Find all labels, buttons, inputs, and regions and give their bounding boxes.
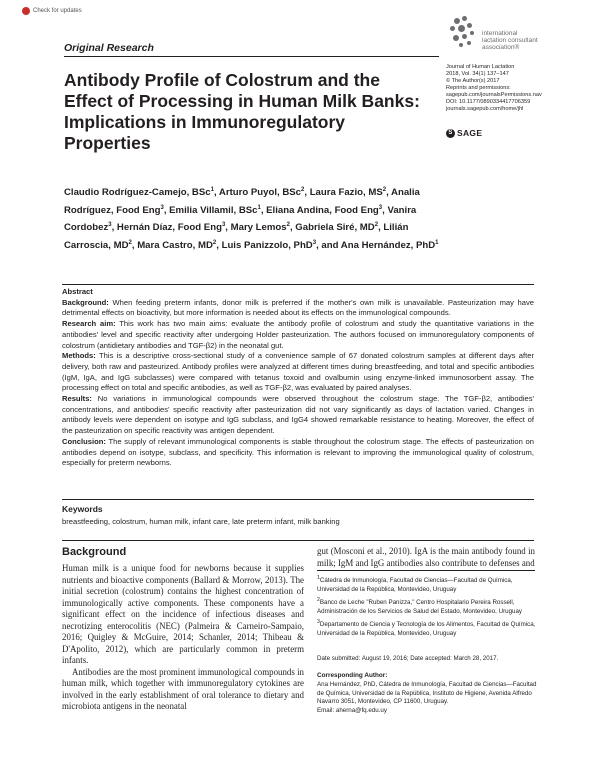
abstract-block [62, 287, 534, 469]
abstract-results: Results: No variations in immunological compounds were observed throughout the colostrum stage. The TGF-β2, antibodies' concentrations, and antibodies' specific reactivity after pasteurization did not vary significantly as days of lactation varied. Changes in antibody levels were dependent on isotype and IgG subclass, and IgG4 showed remarkable resistance to heating. Moreover, the effect of the pasteurization on specific reactivity was antigen dependent. [62, 394, 534, 436]
body-divider [62, 540, 534, 541]
affiliations-block [317, 574, 537, 640]
affiliation-item: $^2$Banco de Leche "Ruben Panizza," Centro Hospitalario Pereira Rossell, Administración de los Servicios de Salud del Estado, Montevideo, Uruguay [317, 597, 522, 615]
keywords-divider [62, 499, 534, 500]
article-type-label: Original Research [64, 42, 154, 54]
journal-name: Journal of Human Lactation [446, 64, 515, 70]
abstract-background: Background: When feeding preterm infants, donor milk is preferred if the mother's own milk is unavailable. Pasteurization may have detrimental effects on bioactivity, but more information is needed about its effects on the immunological compounds. [62, 297, 534, 318]
journal-metadata [446, 64, 586, 113]
logo-text: international lactation consultant association® [482, 30, 538, 51]
journal-permissions-link[interactable]: sagepub.com/journalsPermissions.nav [446, 92, 542, 98]
abstract-aim: Research aim: This work has two main aims: evaluate the antibody profile of colostrum and study the quantitative variations in the antibodies' level and specific reactivity after undergoing Holder pasteurization. The authors focused on immunoregulatory components of colostrum (antidietary antibodies and TGF-β2) in the neonatal gut. [62, 319, 534, 350]
abstract-divider [62, 284, 534, 285]
corresponding-author-heading: Corresponding Author: [317, 672, 388, 679]
journal-reprints: Reprints and permissions: [446, 85, 511, 91]
corresponding-author-email[interactable]: Email: aherna@fq.edu.uy [317, 706, 387, 714]
check-updates-label: Check for updates [33, 8, 82, 14]
right-column-text: gut (Mosconi et al., 2010). IgA is the main antibody found in milk; IgM and IgG antibodies also contribute to defenses and [317, 546, 535, 568]
ilca-logo [448, 16, 568, 62]
author-list: Claudio Rodríguez-Camejo, BSc$^1$, Arturo Puyol, BSc$^2$, Laura Fazio, $MS^2$, Analia Rodríguez, Food Eng$^3$, Emilia Villamil, BSc$^1$, Eliana Andina, Food Eng$^3$, Vanira Cordobez$^3$, Hernán Díaz, Food Eng$^3$, Mary Lemos$^2$, Gabriela Siré, $MD^2$, Lilián Carroscia, $MD^2$, Mara Castro, $MD^2$, Luis Panizzolo, PhD$^3$, and Ana Hernández, PhD$^1$ [64, 187, 439, 252]
journal-doi-link[interactable]: DOI: 10.1177/0890334417706359 [446, 99, 531, 105]
affiliation-item: $^1$Cátedra de Inmunología, Facultad de Ciencias—Facultad de Química, Universidad de la República, Montevideo, Uruguay [317, 575, 513, 593]
background-heading: Background [62, 546, 127, 558]
check-updates-icon [22, 7, 30, 15]
abstract-methods: Methods: This is a descriptive cross-sectional study of a convenience sample of 67 donated colostrum samples at different days after delivery, both raw and pasteurized. Antibody profiles were analyzed at different times during breastfeeding, and total and specific antibodies (IgM, IgA, and IgG subclasses) were compared with tetanus toxoid and ovalbumin using enzyme-linked immunosorbent assay. The processing effect on total and specific antibodies, as well as TGF-β2, was evaluated by paired analyses. [62, 351, 534, 393]
affiliation-item: $^3$Departamento de Ciencia y Tecnología de los Alimentos, Facultad de Química, Universidad de la República, Montevideo, Uruguay [317, 619, 536, 637]
background-paragraph: Human milk is a unique food for newborns because it supplies nutrients and bioactive components (Ballard & Morrow, 2013). The initial secretion (colostrum) contains the highest concentration of immunologically active components. These components have a significant effect on the incidence of infectious diseases and necrotizing enterocolitis (NEC) (Palmeira & Carneiro-Sampaio, 2016; Quigley & McGuire, 2014; Schanler, 2014; Thibeau & D'Apolito, 2012), which are particularly common in preterm infants. [62, 563, 304, 665]
submission-dates: Date submitted: August 19, 2016; Date accepted: March 28, 2017. [317, 655, 499, 662]
journal-volume: 2018, Vol. 34(1) 137–147 [446, 71, 509, 77]
journal-home-link[interactable]: journals.sagepub.com/home/jhl [446, 106, 524, 112]
journal-copyright: © The Author(s) 2017 [446, 78, 500, 84]
corresponding-author-address: Ana Hernández, PhD, Cátedra de Inmunología, Facultad de Ciencias—Facultad de Química, Universidad de la República, Instituto de Higiene, Avenida Alfredo Navarro 3051, Montevideo, CP 11600, Uruguay. [317, 681, 537, 705]
abstract-heading: Abstract [62, 287, 93, 296]
abstract-conclusion: Conclusion: The supply of relevant immunological components is stable throughout the colostrum stage. The effects of pasteurization on antibodies depend on isotype, subclass, and specificity. This information is relevant to improving the immunological quality of colostrum, especially for preterm newborns. [62, 436, 534, 468]
sage-wordmark: SAGE [457, 128, 483, 138]
sage-mark-icon: S [446, 129, 455, 138]
keywords-heading: Keywords [62, 504, 103, 514]
logo-dots-icon [448, 16, 478, 60]
corresponding-author-details [317, 681, 537, 715]
background-body [62, 563, 304, 713]
article-title: Antibody Profile of Colostrum and the Effect of Processing in Human Milk Banks: Implications in Immunoregulatory Properties [64, 70, 420, 153]
background-paragraph: Antibodies are the most prominent immunological compounds in human milk, which together with immunoregulatory cytokines are involved in the early establishment of oral tolerance to dietary and microbiota antigens in the neonatal [62, 666, 304, 711]
header-divider [64, 56, 439, 57]
affiliations-divider [317, 570, 535, 571]
check-for-updates-badge[interactable] [22, 7, 82, 15]
keywords-list: breastfeeding, colostrum, human milk, infant care, late preterm infant, milk banking [62, 517, 340, 526]
sage-logo [446, 128, 482, 138]
